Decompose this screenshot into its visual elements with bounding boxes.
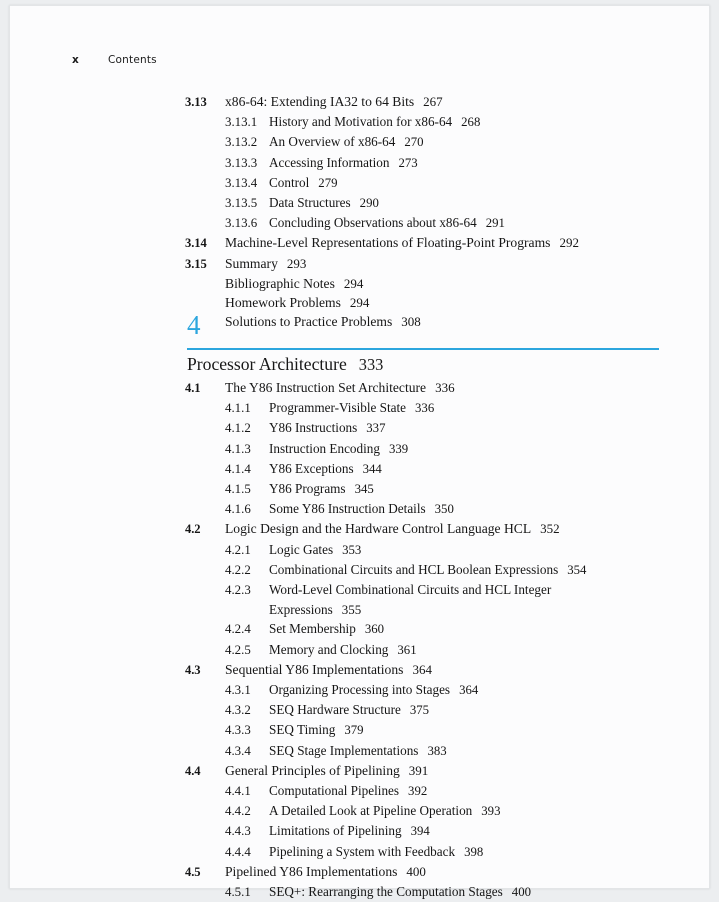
toc-entry[interactable]	[10, 640, 711, 660]
toc-entry[interactable]	[10, 540, 711, 560]
toc-entry[interactable]	[10, 680, 711, 700]
toc-entry-title: A Detailed Look at Pipeline Operation	[269, 803, 473, 819]
toc-entry-page-number: 400	[511, 885, 531, 900]
toc-entry[interactable]	[10, 274, 711, 293]
toc-entry[interactable]	[10, 233, 711, 253]
toc-entry-title: Homework Problems	[225, 295, 341, 311]
toc-entry-title: Computational Pipelines	[269, 783, 400, 799]
toc-entry-page-number: 279	[318, 175, 338, 190]
chapter-page-number: 333	[358, 355, 384, 374]
toc-entry-number: 3.13.3	[225, 155, 258, 170]
chapter-title-row[interactable]	[187, 351, 383, 378]
toc-entry-number: 4.3.3	[225, 723, 251, 738]
toc-entry[interactable]	[10, 293, 711, 312]
toc-entry[interactable]	[10, 92, 711, 112]
toc-entry-page-number: 379	[344, 723, 364, 738]
toc-entry-page-number: 308	[401, 314, 421, 330]
toc-entry-page-number: 394	[410, 824, 430, 839]
toc-entry-number: 4.3.1	[225, 683, 251, 698]
toc-section-chapter3-tail	[10, 92, 711, 331]
toc-entry-title: SEQ Hardware Structure	[269, 702, 401, 718]
toc-entry-title: Data Structures	[269, 195, 351, 211]
chapter-rule	[187, 348, 659, 350]
toc-entry-title: SEQ Stage Implementations	[269, 742, 419, 758]
running-head-title: Contents	[108, 54, 157, 66]
toc-entry[interactable]	[10, 112, 711, 132]
toc-entry-page-number: 375	[409, 703, 430, 718]
toc-entry[interactable]	[10, 479, 711, 499]
toc-entry-number: 4.4.2	[225, 804, 251, 819]
toc-entry-number: 4.2.5	[225, 642, 251, 657]
toc-entry-page-number: 345	[354, 482, 374, 497]
toc-entry-number: 4.5	[185, 864, 201, 879]
toc-entry-page-number: 398	[464, 844, 484, 859]
toc-entry-number: 3.13.4	[225, 175, 258, 190]
toc-entry-page-number: 361	[397, 642, 417, 657]
toc-entry[interactable]	[10, 761, 711, 781]
toc-entry-page-number: 290	[359, 196, 379, 211]
toc-entry-page-number: 294	[343, 275, 364, 291]
toc-entry-page-number: 364	[459, 683, 479, 698]
toc-entry-title: Pipelined Y86 Implementations	[225, 863, 398, 879]
toc-entry-page-number: 270	[404, 135, 424, 150]
toc-entry-page-number: 273	[398, 155, 418, 170]
toc-entry-title: An Overview of x86-64	[269, 134, 396, 150]
toc-entry-title: Logic Design and the Hardware Control Language HCL	[225, 521, 532, 537]
toc-entry-page-number: 392	[408, 784, 428, 799]
toc-entry-title: Logic Gates	[269, 541, 334, 557]
toc-entry-page-number: 360	[364, 622, 385, 637]
toc-entry-page-number: 336	[415, 401, 435, 416]
toc-entry-title: Expressions	[269, 602, 333, 618]
toc-entry-page-number: 294	[349, 295, 370, 311]
toc-entry-number: 4.4.1	[225, 784, 251, 799]
toc-entry[interactable]	[10, 312, 711, 331]
toc-entry-page-number: 400	[406, 863, 426, 879]
toc-entry-number: 4.1.1	[225, 401, 251, 416]
toc-entry-number: 4.2.4	[225, 622, 251, 637]
toc-entry-number: 4.1.5	[225, 482, 251, 497]
toc-entry-title: Combinational Circuits and HCL Boolean Expressions	[269, 561, 559, 577]
toc-entry-title: Bibliographic Notes	[225, 275, 335, 291]
toc-entry-number: 3.13.2	[225, 135, 258, 150]
toc-entry[interactable]	[10, 781, 711, 801]
toc-entry-number: 4.1	[185, 381, 201, 395]
toc-entry-title: General Principles of Pipelining	[225, 762, 400, 778]
toc-entry[interactable]	[10, 378, 711, 398]
toc-entry-page-number: 337	[366, 421, 386, 436]
toc-entry-title: Accessing Information	[269, 154, 390, 170]
page-sheet	[9, 5, 710, 900]
toc-entry-number: 4.4.4	[225, 844, 251, 859]
toc-entry-page-number: 291	[485, 216, 505, 231]
toc-entry[interactable]	[10, 600, 711, 619]
toc-entry[interactable]	[10, 213, 711, 233]
chapter-title: Processor Architecture	[187, 354, 347, 374]
toc-entry-title: Instruction Encoding	[269, 440, 380, 456]
toc-entry-title: History and Motivation for x86-64	[269, 114, 453, 130]
toc-entry[interactable]	[10, 560, 711, 580]
chapter-number: 4	[187, 310, 201, 340]
toc-entry[interactable]	[10, 254, 711, 274]
page-folio: x	[72, 54, 79, 66]
toc-entry-title: Control	[269, 174, 310, 190]
toc-entry-title: Pipelining a System with Feedback	[269, 843, 456, 859]
toc-entry-number: 3.13.6	[225, 216, 258, 231]
toc-entry[interactable]	[10, 821, 711, 841]
toc-section-chapter4	[10, 378, 711, 902]
toc-entry-number: 3.13.5	[225, 196, 258, 211]
toc-entry-page-number: 339	[388, 441, 409, 456]
toc-entry-title: Machine-Level Representations of Floating-Point Programs	[225, 235, 551, 251]
toc-entry[interactable]	[10, 193, 711, 213]
toc-entry-page-number: 292	[559, 235, 579, 251]
toc-entry-page-number: 364	[412, 661, 432, 677]
toc-entry-number: 4.4	[185, 763, 201, 778]
toc-entry-title: SEQ Timing	[269, 722, 336, 738]
toc-entry-number: 4.1.3	[225, 441, 251, 456]
toc-entry-title: Solutions to Practice Problems	[225, 314, 393, 330]
toc-entry[interactable]	[10, 619, 711, 639]
toc-entry-number: 4.5.1	[225, 885, 251, 900]
toc-entry-title: Concluding Observations about x86-64	[269, 215, 477, 231]
toc-entry[interactable]	[10, 153, 711, 173]
toc-entry[interactable]	[10, 173, 711, 193]
running-head	[72, 54, 157, 66]
toc-entry-page-number: 344	[362, 461, 382, 476]
toc-entry[interactable]	[10, 842, 711, 862]
toc-entry-title: Set Membership	[269, 621, 356, 637]
toc-entry-number: 3.13.1	[225, 115, 258, 130]
toc-entry-page-number: 293	[286, 255, 307, 271]
toc-entry-number: 4.3.4	[225, 743, 251, 758]
toc-entry-title: Y86 Exceptions	[269, 460, 354, 476]
toc-entry-page-number: 267	[423, 94, 443, 109]
toc-entry-page-number: 268	[461, 115, 481, 130]
toc-entry-title: Y86 Instructions	[269, 420, 358, 436]
toc-entry-title: Organizing Processing into Stages	[269, 682, 451, 698]
toc-entry-title: SEQ+: Rearranging the Computation Stages	[269, 884, 503, 900]
toc-entry-title: Y86 Programs	[269, 481, 346, 497]
toc-entry-page-number: 355	[341, 602, 362, 618]
toc-entry-title: The Y86 Instruction Set Architecture	[225, 380, 427, 395]
toc-entry-number: 4.1.2	[225, 421, 251, 436]
toc-entry-title: Programmer-Visible State	[269, 400, 407, 416]
toc-entry-page-number: 383	[427, 743, 447, 758]
toc-entry[interactable]	[10, 418, 711, 438]
toc-entry[interactable]	[10, 801, 711, 821]
toc-entry[interactable]	[10, 519, 711, 539]
toc-entry[interactable]	[10, 720, 711, 740]
toc-entry-title: Summary	[225, 255, 278, 271]
toc-entry-page-number: 393	[481, 804, 501, 819]
toc-entry[interactable]	[10, 439, 711, 459]
toc-entry-number: 4.4.3	[225, 824, 251, 839]
toc-entry[interactable]	[10, 660, 711, 680]
toc-entry-number: 4.2	[185, 522, 201, 537]
toc-entry-number: 3.15	[185, 256, 207, 271]
toc-entry-title: Memory and Clocking	[269, 641, 389, 657]
toc-entry[interactable]	[10, 741, 711, 761]
toc-entry-page-number: 391	[408, 762, 429, 778]
toc-entry-number: 4.3.2	[225, 703, 251, 718]
toc-entry-page-number: 354	[567, 562, 587, 577]
toc-entry[interactable]	[10, 459, 711, 479]
toc-entry-number: 4.2.3	[225, 583, 251, 598]
toc-entry-number: 4.1.4	[225, 461, 251, 476]
toc-entry-page-number: 336	[435, 380, 455, 395]
toc-entry-number: 3.13	[185, 95, 207, 109]
toc-entry-title: Sequential Y86 Implementations	[225, 661, 404, 677]
toc-entry[interactable]	[10, 882, 711, 902]
toc-entry[interactable]	[10, 499, 711, 519]
toc-entry[interactable]	[10, 398, 711, 418]
toc-entry[interactable]	[10, 862, 711, 882]
toc-entry-page-number: 350	[434, 502, 454, 517]
toc-entry-page-number: 352	[540, 521, 560, 537]
toc-entry[interactable]	[10, 700, 711, 720]
toc-entry-number: 4.1.6	[225, 502, 251, 517]
toc-entry-number: 4.2.2	[225, 562, 251, 577]
toc-entry-number: 4.2.1	[225, 542, 251, 557]
toc-entry-title: x86-64: Extending IA32 to 64 Bits	[225, 94, 415, 109]
toc-entry[interactable]	[10, 132, 711, 152]
toc-entry-page-number: 353	[342, 542, 362, 557]
toc-entry-title: Limitations of Pipelining	[269, 823, 402, 839]
toc-entry-title: Word-Level Combinational Circuits and HCL Integer	[269, 582, 552, 598]
toc-entry-number: 3.14	[185, 236, 207, 251]
toc-entry[interactable]	[10, 580, 711, 600]
toc-entry-number: 4.3	[185, 662, 201, 677]
toc-entry-title: Some Y86 Instruction Details	[269, 501, 426, 517]
